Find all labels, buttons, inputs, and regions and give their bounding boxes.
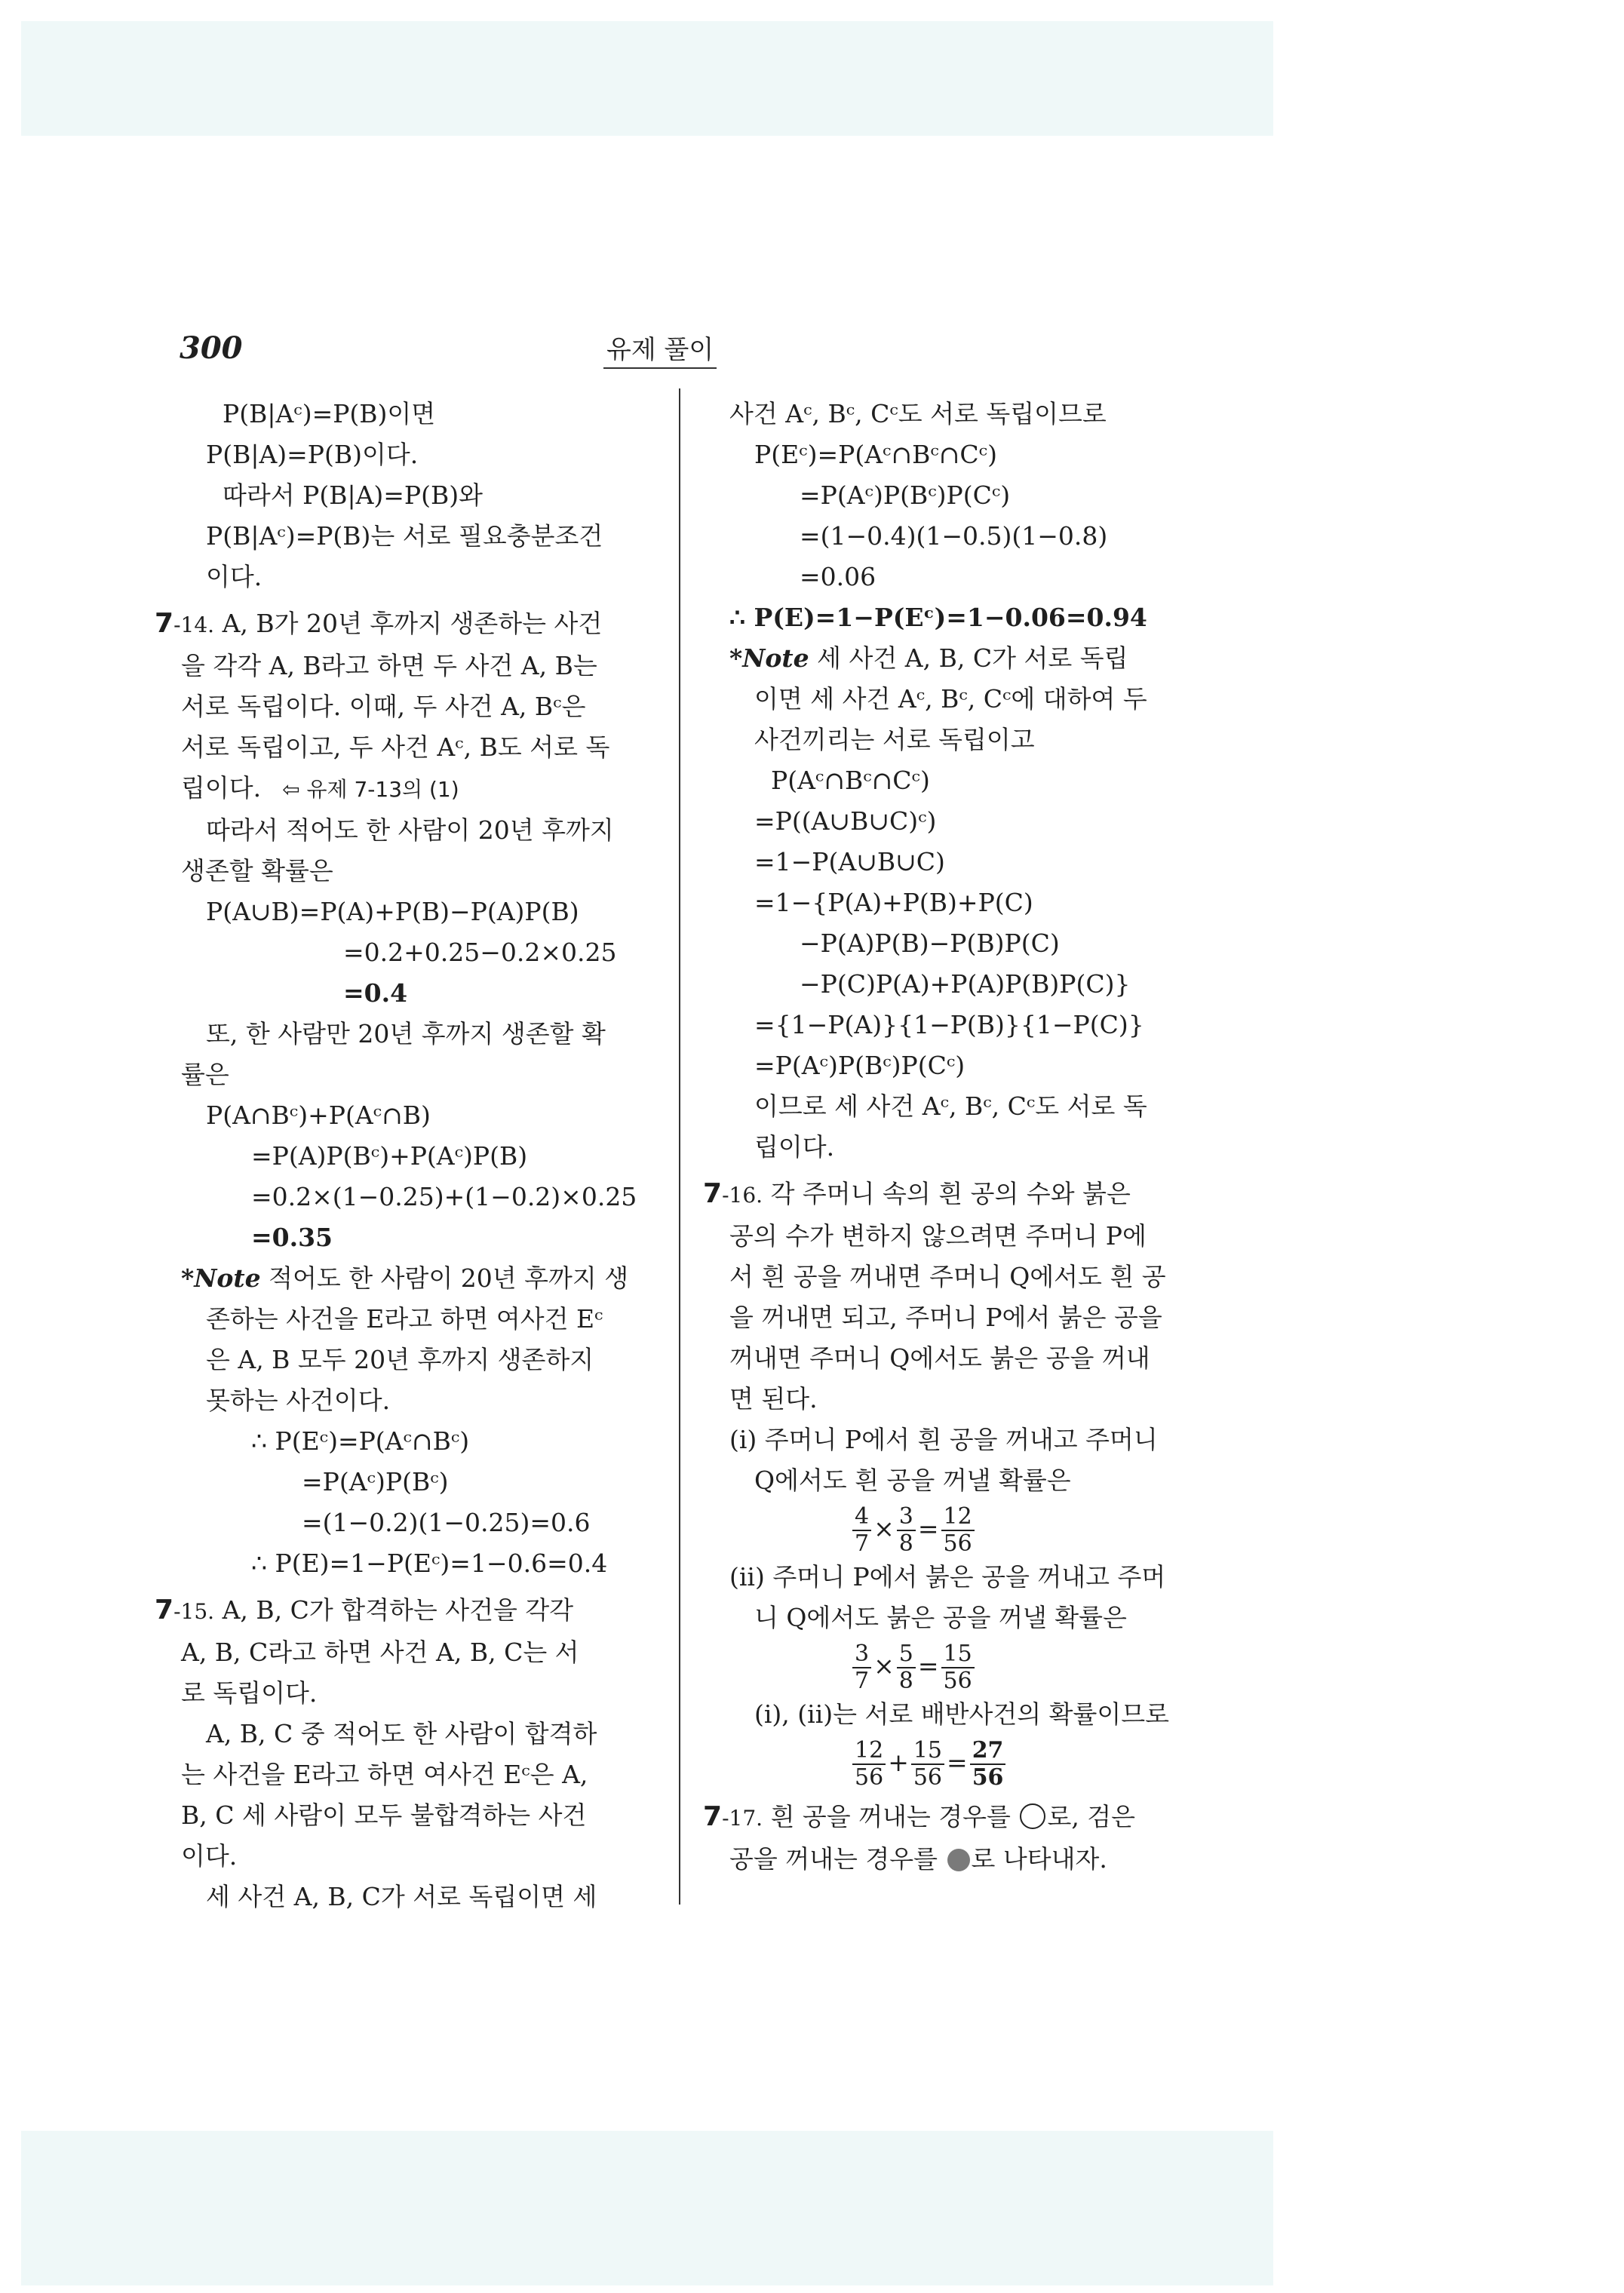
denominator: 8 [898, 1668, 913, 1694]
text-line: 면 된다. [729, 1384, 818, 1414]
text-line: 못하는 사건이다. [206, 1386, 391, 1415]
fraction-expression [703, 1501, 1223, 1557]
equation-line: P(Aᶜ∩Bᶜ∩Cᶜ) [771, 766, 930, 795]
top-margin-band [21, 21, 1273, 136]
answer-fraction [970, 1738, 1006, 1791]
page-number: 300 [180, 330, 243, 366]
denominator: 56 [855, 1764, 884, 1791]
operator: + [888, 1748, 909, 1777]
problem-7-14 [155, 603, 662, 646]
equation-line: =(1−0.4)(1−0.5)(1−0.8) [800, 521, 1108, 551]
numerator: 4 [852, 1504, 871, 1531]
fraction [941, 1641, 975, 1694]
fraction [911, 1738, 944, 1791]
operator: = [917, 1514, 939, 1543]
problem-number-main: 7 [155, 608, 174, 639]
numerator: 12 [852, 1738, 886, 1765]
equation-line: −P(A)P(B)−P(B)P(C) [800, 929, 1060, 958]
text-line: A, B, C라고 하면 사건 A, B, C는 서 [181, 1638, 579, 1667]
problem-number-sub: -14. [173, 612, 215, 637]
denominator: 8 [898, 1530, 913, 1557]
equation-line: =1−{P(A)+P(B)+P(C) [754, 888, 1033, 917]
fraction [897, 1504, 916, 1557]
bottom-margin-band [21, 2131, 1273, 2285]
numerator: 15 [941, 1641, 975, 1668]
equation-line: =1−P(A∪B∪C) [754, 847, 945, 876]
answer-line: ∴ P(E)=1−P(Eᶜ)=1−0.06=0.94 [729, 603, 1147, 632]
text-line: 사건 Aᶜ, Bᶜ, Cᶜ도 서로 독립이므로 [729, 399, 1107, 428]
equation-line: =P(Aᶜ)P(Bᶜ)P(Cᶜ) [800, 480, 1011, 510]
text-line-with-icon [703, 1839, 1223, 1880]
denominator: 7 [855, 1668, 870, 1694]
denominator: 56 [943, 1530, 972, 1557]
fraction [897, 1641, 916, 1694]
text-line: 을 각각 A, B라고 하면 두 사건 A, B는 [181, 651, 597, 680]
text-line: A, B가 20년 후까지 생존하는 사건 [222, 609, 603, 638]
white-circle-icon [1020, 1803, 1045, 1829]
text-line: 는 사건을 E라고 하면 여사건 Eᶜ은 A, [181, 1760, 588, 1789]
text-line: B, C 세 사람이 모두 불합격하는 사건 [181, 1800, 587, 1830]
text-line: 흰 공을 꺼내는 경우를 [770, 1802, 1011, 1831]
text-line: 세 사건 A, B, C가 서로 독립이면 세 [206, 1882, 597, 1911]
text-line: 또, 한 사람만 20년 후까지 생존할 확 [206, 1019, 606, 1048]
equation-line: =0.2×(1−0.25)+(1−0.2)×0.25 [251, 1182, 637, 1211]
operator: = [947, 1748, 968, 1777]
column-divider [679, 388, 680, 1905]
case-ii-line: (ii) 주머니 P에서 붉은 공을 꺼내고 주머 [729, 1562, 1166, 1592]
text-line: P(B|Aᶜ)=P(B)이면 [223, 399, 436, 428]
numerator: 27 [970, 1738, 1006, 1765]
operator: × [873, 1651, 895, 1681]
text-line: 적어도 한 사람이 20년 후까지 생 [269, 1263, 629, 1293]
fraction-expression [703, 1638, 1223, 1694]
numerator: 5 [897, 1641, 916, 1668]
problem-number [155, 1595, 214, 1625]
text-line: 립이다. [754, 1132, 835, 1162]
equation-line: =P(Aᶜ)P(Bᶜ) [302, 1467, 449, 1496]
text-line: 이므로 세 사건 Aᶜ, Bᶜ, Cᶜ도 서로 독 [754, 1091, 1147, 1121]
problem-7-17 [703, 1797, 1223, 1839]
note-label: *Note [729, 643, 809, 673]
text-line: 이면 세 사건 Aᶜ, Bᶜ, Cᶜ에 대하여 두 [754, 684, 1147, 714]
text-line: 따라서 P(B|A)=P(B)와 [223, 480, 484, 510]
text-line: 따라서 적어도 한 사람이 20년 후까지 [206, 815, 614, 845]
text-line: 률은 [181, 1060, 229, 1089]
text-line: (i), (ii)는 서로 배반사건의 확률이므로 [754, 1699, 1170, 1729]
filled-circle-icon [947, 1849, 970, 1871]
equation-line: =0.06 [800, 562, 876, 591]
text-line: 립이다. [181, 773, 262, 803]
equation-line: =P(A)P(Bᶜ)+P(Aᶜ)P(B) [251, 1141, 528, 1171]
fraction [852, 1504, 871, 1557]
numerator: 3 [897, 1504, 916, 1531]
left-column [155, 394, 662, 1917]
text-line: 존하는 사건을 E라고 하면 여사건 Eᶜ [206, 1304, 603, 1334]
equation-line: =(1−0.2)(1−0.25)=0.6 [302, 1508, 591, 1537]
numerator: 3 [852, 1641, 871, 1668]
equation-line: ∴ P(E)=1−P(Eᶜ)=1−0.6=0.4 [251, 1549, 608, 1578]
note-block [703, 638, 1223, 679]
text-line: 꺼내면 주머니 Q에서도 붉은 공을 꺼내 [729, 1343, 1150, 1373]
text-line: 공의 수가 변하지 않으려면 주머니 P에 [729, 1221, 1147, 1251]
equation-line: =0.2+0.25−0.2×0.25 [343, 938, 617, 967]
fraction [852, 1641, 871, 1694]
equation-line: ∴ P(Eᶜ)=P(Aᶜ∩Bᶜ) [251, 1426, 470, 1456]
right-column [703, 394, 1223, 1880]
problem-number [703, 1801, 763, 1832]
text-line: 로 독립이다. [181, 1678, 318, 1708]
equation-line: =P((A∪B∪C)ᶜ) [754, 806, 937, 836]
numerator: 12 [941, 1504, 975, 1531]
text-line: A, B, C가 합격하는 사건을 각각 [222, 1595, 574, 1625]
text-line: 사건끼리는 서로 독립이고 [754, 725, 1035, 754]
denominator: 7 [855, 1530, 870, 1557]
fraction [941, 1504, 975, 1557]
problem-number-main: 7 [703, 1801, 723, 1832]
equation-line: −P(C)P(A)+P(A)P(B)P(C)} [800, 969, 1131, 999]
text-line: 이다. [181, 1841, 238, 1871]
answer-line: =0.35 [251, 1223, 333, 1252]
text-line: 은 A, B 모두 20년 후까지 생존하지 [206, 1345, 594, 1374]
text-line: 생존할 확률은 [181, 856, 333, 886]
denominator: 56 [943, 1668, 972, 1694]
operator: = [917, 1651, 939, 1681]
equation-line: P(Eᶜ)=P(Aᶜ∩Bᶜ∩Cᶜ) [754, 440, 997, 469]
note-label: *Note [181, 1263, 261, 1293]
text-line-with-ref [155, 768, 662, 810]
text-line: 서로 독립이고, 두 사건 Aᶜ, B도 서로 독 [181, 732, 610, 762]
answer-line: =0.4 [343, 978, 408, 1008]
text-line: A, B, C 중 적어도 한 사람이 합격하 [206, 1719, 597, 1748]
text-line: 이다. [206, 562, 262, 591]
text-line: 각 주머니 속의 흰 공의 수와 붉은 [770, 1179, 1131, 1208]
text-line: P(B|Aᶜ)=P(B)는 서로 필요충분조건 [206, 521, 603, 551]
running-title: 유제 풀이 [603, 329, 717, 369]
text-line: P(B|A)=P(B)이다. [206, 440, 419, 469]
text-line: 세 사건 A, B, C가 서로 독립 [817, 643, 1128, 673]
numerator: 15 [911, 1738, 944, 1765]
text-line: Q에서도 흰 공을 꺼낼 확률은 [754, 1466, 1071, 1495]
problem-7-15 [155, 1590, 662, 1632]
problem-number-sub: -17. [722, 1806, 763, 1831]
text-line: 서 흰 공을 꺼내면 주머니 Q에서도 흰 공 [729, 1262, 1166, 1291]
case-i-line: (i) 주머니 P에서 흰 공을 꺼내고 주머니 [729, 1425, 1158, 1454]
denominator: 56 [972, 1764, 1004, 1791]
cross-reference: ⇦ 유제 7-13의 (1) [282, 777, 459, 802]
fraction-expression [703, 1735, 1223, 1791]
equation-line: P(A∩Bᶜ)+P(Aᶜ∩B) [206, 1100, 431, 1130]
text-line: 공을 꺼내는 경우를 [729, 1844, 938, 1874]
problem-number-main: 7 [155, 1595, 174, 1625]
operator: × [873, 1514, 895, 1543]
text-line: 을 꺼내면 되고, 주머니 P에서 붉은 공을 [729, 1303, 1162, 1332]
denominator: 56 [913, 1764, 943, 1791]
note-block [155, 1258, 662, 1299]
equation-line: P(A∪B)=P(A)+P(B)−P(A)P(B) [206, 897, 579, 926]
equation-line: =P(Aᶜ)P(Bᶜ)P(Cᶜ) [754, 1051, 965, 1080]
problem-number [155, 608, 214, 639]
fraction [852, 1738, 886, 1791]
equation-line: ={1−P(A)}{1−P(B)}{1−P(C)} [754, 1010, 1144, 1039]
text-line: 로 나타내자. [971, 1844, 1107, 1874]
problem-number-main: 7 [703, 1178, 723, 1209]
text-line: 서로 독립이다. 이때, 두 사건 A, Bᶜ은 [181, 692, 586, 721]
problem-7-16 [703, 1174, 1223, 1216]
text-line: 로, 검은 [1047, 1802, 1136, 1831]
text-line: 니 Q에서도 붉은 공을 꺼낼 확률은 [754, 1603, 1127, 1632]
problem-number [703, 1178, 763, 1209]
problem-number-sub: -15. [173, 1599, 215, 1624]
problem-number-sub: -16. [722, 1183, 763, 1208]
